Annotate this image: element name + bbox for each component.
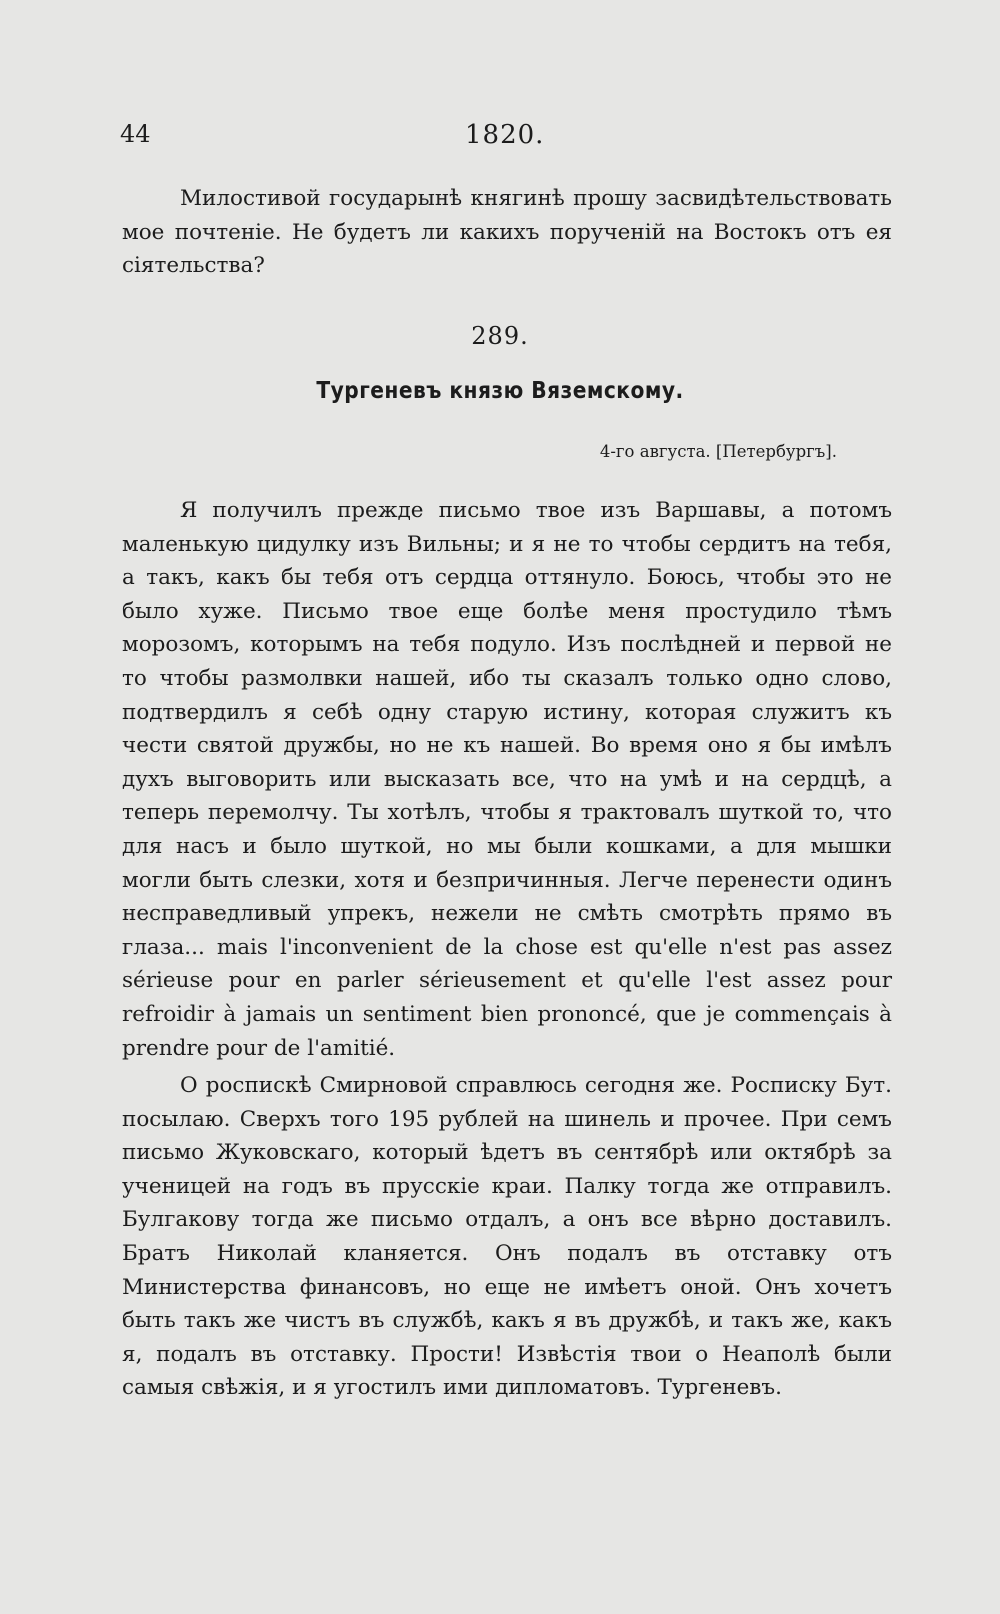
paragraph: Милостивой государынѣ княгинѣ прошу засвидѣтельствовать мое почтеніе. Не будетъ ли какихъ порученій на Востокъ отъ ея сіятельства? [122, 186, 892, 279]
page-number: 44 [120, 120, 151, 148]
paragraph: О роспискѣ Смирновой справлюсь сегодня же. Росписку Бут. посылаю. Сверхъ того 195 рублей на шинель и прочее. При семъ письмо Жуковскаго, который ѣдетъ въ сентябрѣ или октябрѣ за ученицей на годъ въ прусскіе краи. Палку тогда же отправилъ. Булгакову тогда же письмо отдалъ, а онъ все вѣрно доставилъ. Братъ Николай кланяется. Онъ подалъ въ отставку отъ Министерства финансовъ, но еще не имѣетъ оной. Онъ хочетъ быть такъ же чистъ въ службѣ, какъ я въ дружбѣ, и такъ же, какъ я, подалъ въ отставку. Прости! Извѣстія твои о Неаполѣ были самыя свѣжія, и я угостилъ ими дипломатовъ. Тургеневъ. [122, 1073, 892, 1401]
letter-title: Тургеневъ князю Вяземскому. [316, 378, 684, 404]
running-head-year: 1820. [465, 120, 545, 150]
letter-number: 289. [471, 322, 529, 350]
preceding-letter-ending [122, 182, 892, 283]
letter-body [122, 494, 892, 1405]
paragraph: Я получилъ прежде письмо твое изъ Варшавы, а потомъ маленькую цидулку изъ Вильны; и я не то чтобы сердитъ на тебя, а такъ, какъ бы тебя отъ сердца оттянуло. Боюсь, чтобы это не было хуже. Письмо твое еще болѣе меня простудило тѣмъ морозомъ, которымъ на тебя подуло. Изъ послѣдней и первой не то чтобы размолвки нашей, ибо ты сказалъ только одно слово, подтвердилъ я себѣ одну старую истину, которая служитъ къ чести святой дружбы, но не къ нашей. Во время оно я бы имѣлъ духъ выговорить или высказать все, что на умѣ и на сердцѣ, а теперь перемолчу. Ты хотѣлъ, чтобы я трактовалъ шуткой то, что для насъ и было шуткой, но мы были кошками, а для мышки могли быть слезки, хотя и безпричинныя. Легче перенести одинъ несправедливый упрекъ, нежели не смѣть смотрѣть прямо въ глаза... mais l'inconvenient de la chose est qu'elle n'est pas assez sérieuse pour en parler sérieusement et qu'elle l'est assez pour refroidir à jamais un sentiment bien prononcé, que je commençais à prendre pour de l'amitié. [122, 498, 892, 1061]
letter-date: 4-го августа. [Петербургъ]. [599, 442, 837, 461]
running-head [120, 120, 890, 160]
